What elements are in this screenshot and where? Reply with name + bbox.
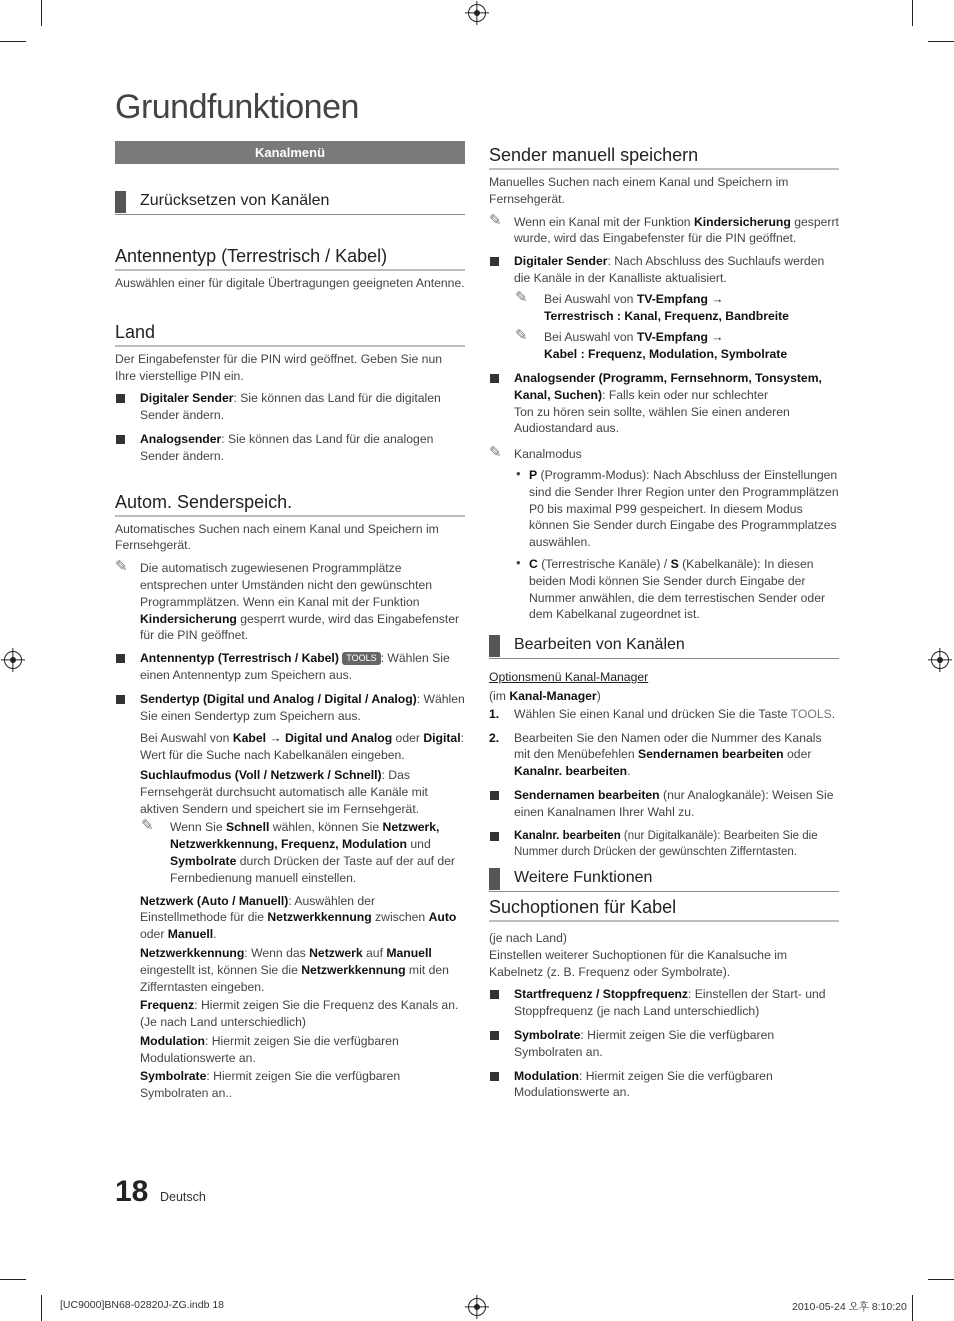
note: ✎ Wenn Sie Schnell wählen, können Sie Netzwerk, Netzwerkkennung, Frequenz, Modulation und Symbolrate durch Drücken der Taste auf der auf der Fernbedienung manuell einstellen. bbox=[141, 817, 455, 885]
step-item: 1. Wählen Sie einen Kanal und drücken Sie die Taste TOOLS. bbox=[489, 706, 836, 721]
paragraph: Frequenz: Hiermit zeigen Sie die Frequenz des Kanals an. (Je nach Land unterschiedlich) bbox=[140, 998, 459, 1030]
registration-mark-icon bbox=[468, 1298, 486, 1316]
crop-mark bbox=[0, 41, 26, 42]
crop-mark bbox=[912, 0, 913, 26]
crop-mark bbox=[928, 1279, 954, 1280]
note: ✎ Die automatisch zugewiesenen Programmplätze entsprechen unter Umständen nicht den gewünschten Programmplätzen. Wenn ein Kanal mit der Funktion Kindersicherung gesperrt wurde, wird das Eingabefenster für die PIN geöffnet. bbox=[115, 558, 460, 643]
crop-mark bbox=[41, 1295, 42, 1321]
tools-badge: TOOLS bbox=[342, 652, 380, 665]
list-item: • P (Programm-Modus): Nach Abschluss der Einstellungen sind die Sender Ihrer Region unter den Programmplätzen P0 bis maximal P99 gespeichert. In diesem Modus können Sie Sender durch Eingabe des Programmplatzes auswählen. bbox=[489, 467, 839, 551]
pencil-note-icon: ✎ bbox=[141, 817, 154, 835]
note: ✎ Wenn ein Kanal mit der Funktion Kindersicherung gesperrt wurde, wird das Eingabefenster für die PIN geöffnet. bbox=[489, 211, 839, 246]
left-column bbox=[115, 141, 465, 1102]
heading-auto: Autom. Senderspeich. bbox=[115, 491, 465, 517]
note: ✎ Bei Auswahl von TV-Empfang → Terrestrisch : Kanal, Frequenz, Bandbreite bbox=[515, 288, 789, 323]
cable-note: (je nach Land) bbox=[489, 931, 567, 946]
heading-manual: Sender manuell speichern bbox=[489, 144, 839, 170]
list-item: Startfrequenz / Stoppfrequenz: Einstellen der Start- und Stoppfrequenz (je nach Land unterschiedlich) bbox=[489, 986, 839, 1020]
manual-text: Manuelles Suchen nach einem Kanal und Speichern im Fernsehgerät. bbox=[489, 175, 789, 206]
crop-mark bbox=[0, 1279, 26, 1280]
cable-text: Einstellen weiterer Suchoptionen für die Kanalsuche im Kabelnetz (z. B. Frequenz oder Symbolrate). bbox=[489, 947, 788, 979]
paragraph: Symbolrate: Hiermit zeigen Sie die verfügbaren Symbolraten an.. bbox=[140, 1069, 401, 1101]
pencil-note-icon: ✎ bbox=[515, 327, 528, 345]
list-item: Kanalnr. bearbeiten (nur Digitalkanäle): Bearbeiten Sie die Nummer durch Drücken der gewünschten Zifferntasten. bbox=[489, 828, 839, 862]
pencil-note-icon: ✎ bbox=[115, 558, 128, 576]
registration-mark-icon bbox=[4, 651, 22, 669]
subheading-reset: Zurücksetzen von Kanälen bbox=[115, 191, 465, 215]
auto-text: Automatisches Suchen nach einem Kanal und Speichern im Fernsehgerät. bbox=[115, 521, 439, 553]
subheading-edit: Bearbeiten von Kanälen bbox=[489, 635, 839, 659]
heading-land: Land bbox=[115, 321, 465, 347]
list-item: Antennentyp (Terrestrisch / Kabel) TOOLS : Wählen Sie einen Antennentyp zum Speichern aus. bbox=[115, 650, 465, 684]
list-item: Analogsender (Programm, Fernsehnorm, Tonsystem, Kanal, Suchen): Falls kein oder nur schlechter Ton zu hören sein sollte, wählen Sie einen anderen Audiostandard aus. bbox=[489, 370, 839, 437]
step-item: 2. Bearbeiten Sie den Namen oder die Nummer des Kanals mit den Menübefehlen Sendernamen bearbeiten oder Kanalnr. bearbeiten. bbox=[489, 730, 822, 779]
paragraph: Netzwerkkennung: Wenn das Netzwerk auf Manuell eingestellt ist, können Sie die Netzwerkkennung mit den Zifferntasten eingeben. bbox=[140, 945, 449, 994]
list-item: Analogsender: Sie können das Land für die analogen Sender ändern. bbox=[115, 431, 465, 465]
pencil-note-icon: ✎ bbox=[515, 288, 528, 306]
paragraph: Modulation: Hiermit zeigen Sie die verfügbaren Modulationswerte an. bbox=[140, 1033, 399, 1065]
note: ✎ Bei Auswahl von TV-Empfang → Kabel : Frequenz, Modulation, Symbolrate bbox=[515, 327, 788, 362]
list-item: • C (Terrestrische Kanäle) / S (Kabelkanäle): In diesen beiden Modi können Sie Sender durch Eingabe der Nummer anwählen, die dem terrestischen Sender oder dem Kabelkanal zugeordnet ist. bbox=[489, 556, 839, 623]
list-item: Sendertyp (Digital und Analog / Digital / Analog): Wählen Sie einen Sendertyp zum Speichern aus. bbox=[115, 691, 465, 725]
heading-cable: Suchoptionen für Kabel bbox=[489, 896, 839, 922]
heading-antenna: Antennentyp (Terrestrisch / Kabel) bbox=[115, 245, 465, 271]
footer-date: 2010-05-24 오후 8:10:20 bbox=[792, 1301, 907, 1313]
paragraph: Suchlaufmodus (Voll / Netzwerk / Schnell): Das Fernsehgerät durchsucht automatisch alle Kanäle mit aktiven Sendern und speichert sie im Fernsehgerät. bbox=[140, 767, 428, 816]
paragraph: Netzwerk (Auto / Manuell): Auswählen der Einstellmethode für die Netzwerkkennung zwischen Auto oder Manuell. bbox=[140, 893, 457, 942]
pencil-note-icon: ✎ bbox=[489, 444, 502, 462]
language-label: Deutsch bbox=[160, 1190, 206, 1204]
page-title: Grundfunktionen bbox=[115, 88, 359, 126]
list-item: Digitaler Sender: Sie können das Land für die digitalen Sender ändern. bbox=[115, 390, 465, 424]
options-menu-label: Optionsmenü Kanal-Manager bbox=[489, 670, 649, 685]
pencil-note-icon: ✎ bbox=[489, 211, 502, 229]
antenna-text: Auswählen einer für digitale Übertragungen geeigneten Antenne. bbox=[115, 276, 465, 290]
crop-mark bbox=[41, 0, 42, 26]
note: ✎ Kanalmodus bbox=[489, 444, 582, 462]
right-column bbox=[489, 141, 839, 1101]
list-item: Modulation: Hiermit zeigen Sie die verfügbaren Modulationswerte an. bbox=[489, 1068, 839, 1102]
paragraph: Bei Auswahl von Kabel → Digital und Analog oder Digital: Wert für die Suche nach Kabelkanälen eingeben. bbox=[140, 731, 464, 763]
paragraph: (im Kanal-Manager) bbox=[489, 688, 601, 703]
registration-mark-icon bbox=[931, 651, 949, 669]
list-item: Sendernamen bearbeiten (nur Analogkanäle): Weisen Sie einen Kanalnamen Ihrer Wahl zu. bbox=[489, 787, 839, 821]
crop-mark bbox=[928, 41, 954, 42]
page-number: 18 bbox=[115, 1175, 149, 1208]
crop-mark bbox=[912, 1295, 913, 1321]
footer-file: [UC9000]BN68-02820J-ZG.indb 18 bbox=[60, 1299, 225, 1311]
registration-mark-icon bbox=[468, 4, 486, 22]
list-item: Digitaler Sender: Nach Abschluss des Suchlaufs werden die Kanäle in der Kanalliste aktualisiert. bbox=[489, 253, 839, 287]
list-item: Symbolrate: Hiermit zeigen Sie die verfügbaren Symbolraten an. bbox=[489, 1027, 839, 1061]
land-text: Der Eingabefenster für die PIN wird geöffnet. Geben Sie nun Ihre vierstellige PIN ein. bbox=[115, 351, 443, 383]
section-bar: Kanalmenü bbox=[115, 141, 465, 164]
subheading-more: Weitere Funktionen bbox=[489, 868, 839, 892]
